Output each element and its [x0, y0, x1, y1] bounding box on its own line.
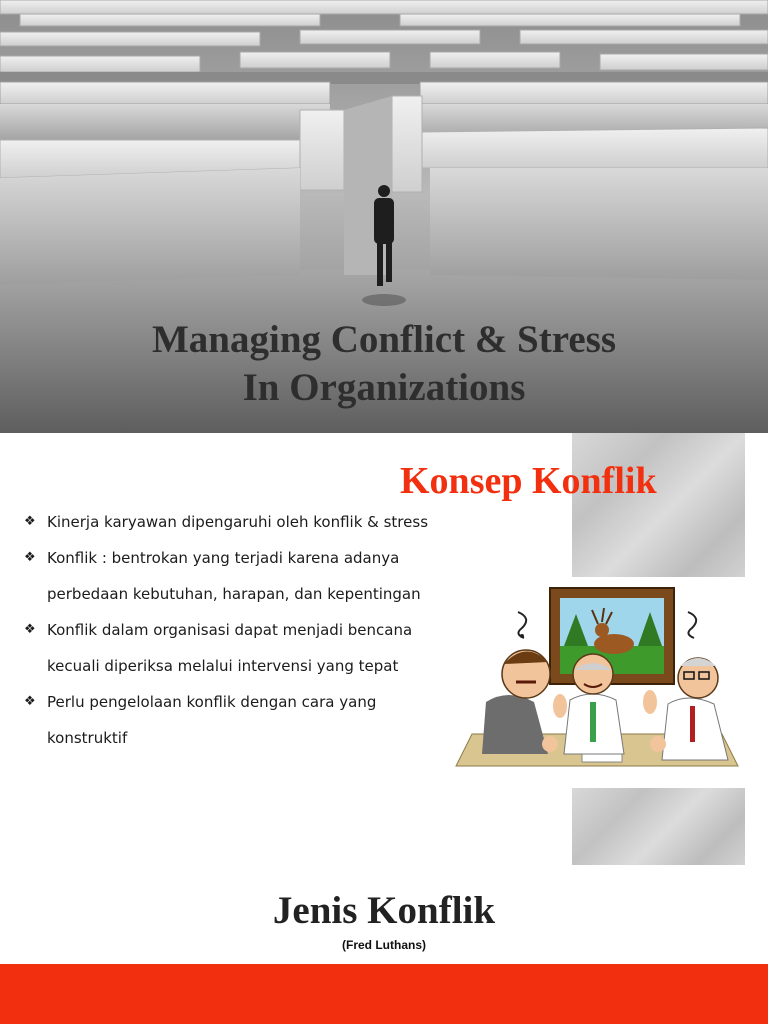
list-item	[24, 540, 444, 612]
conflict-meeting-cartoon	[452, 584, 742, 784]
bullet-text: Perlu pengelolaan konflik dengan cara yang konstruktif	[47, 693, 377, 747]
bullet-text: Kinerja karyawan dipengaruhi oleh konflik & stress	[47, 513, 429, 531]
bullet-text: Konflik dalam organisasi dapat menjadi bencana kecuali diperiksa melalui intervensi yang tepat	[47, 621, 413, 675]
list-item	[24, 612, 444, 684]
diamond-bullet-icon: ❖	[24, 514, 36, 529]
diamond-bullet-icon: ❖	[24, 694, 36, 709]
list-item	[24, 684, 444, 756]
gray-texture-block-bottom	[572, 788, 745, 865]
diamond-bullet-icon: ❖	[24, 622, 36, 637]
red-footer-band	[0, 964, 768, 1024]
hero-title-line-1: Managing Conflict & Stress	[151, 318, 617, 361]
angry-man-left	[482, 612, 558, 754]
diamond-bullet-icon: ❖	[24, 550, 36, 565]
hero-maze-image	[0, 0, 768, 433]
concept-bullet-list	[24, 504, 444, 756]
hero-title-line-2: In Organizations	[242, 366, 526, 409]
bullet-text: Konflik : bentrokan yang terjadi karena adanya perbedaan kebutuhan, harapan, dan kepentingan	[47, 549, 421, 603]
section-title: Konsep Konflik	[400, 460, 657, 502]
author-credit: (Fred Luthans)	[342, 938, 426, 952]
hero-title	[0, 316, 768, 412]
list-item	[24, 504, 444, 540]
types-of-conflict-title: Jenis Konflik	[272, 889, 496, 932]
